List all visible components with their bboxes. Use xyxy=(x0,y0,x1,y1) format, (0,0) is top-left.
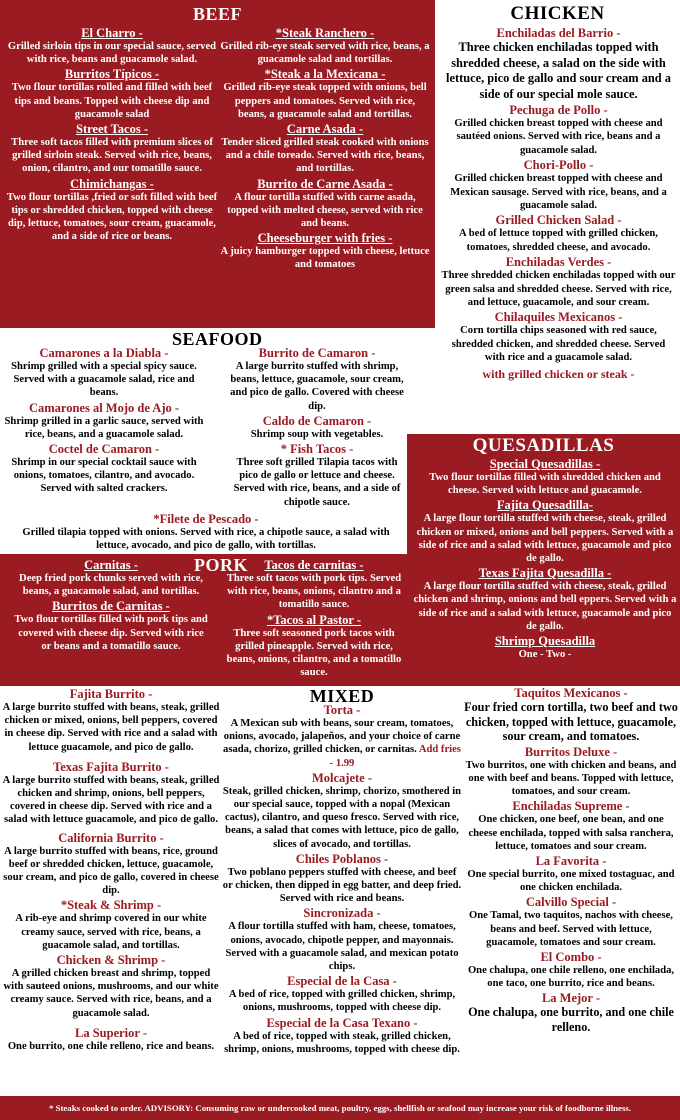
menu-item xyxy=(222,613,406,680)
burritos-section xyxy=(0,686,222,1096)
item-desc: Three shredded chicken enchiladas topped with our green salsa and shredded cheese. Served with rice, and lettuce, guacamole, and sour cream. xyxy=(441,270,676,309)
item-name: Sincronizada - xyxy=(303,906,381,921)
item-desc: A large burrito stuffed with shrimp, beans, lettuce, guacamole, sour cream, and pico de gallo. Covered with cheese dip. xyxy=(230,361,404,412)
item-name: Fajita Quesadilla- xyxy=(496,498,594,513)
menu-item xyxy=(222,558,406,612)
quesadillas-title: QUESADILLAS xyxy=(472,435,615,456)
item-desc: Steak, grilled chicken, shrimp, chorizo, smothered in our special sauce, topped with a nopal (Mexican cactus), cilantro, and queso fresco. Served with rice, beans, a salad that comes with lettuce, pico de gallo, slices of avocado, and tortillas. xyxy=(222,785,462,850)
menu-item xyxy=(2,831,220,898)
menu-item xyxy=(6,67,218,121)
chicken-title: CHICKEN xyxy=(510,3,605,24)
menu-item xyxy=(6,26,218,66)
item-desc: Shrimp grilled in a garlic sauce, served with rice, beans, and a guacamole salad. xyxy=(4,415,204,440)
pork-title: PORK xyxy=(194,555,248,575)
menu-item xyxy=(220,26,430,66)
item-desc: Two burritos, one with chicken and beans, and one with beef and beans. Topped with lettuce, tomatoes, and sour cream. xyxy=(465,759,677,798)
item-name: Caldo de Camaron - xyxy=(262,413,372,428)
item-name: El Charro - xyxy=(81,26,143,40)
chicken-section xyxy=(435,0,680,434)
item-desc: Three soft grilled Tilapia tacos with pico de gallo or lettuce and cheese. Served with rice, beans, and a side of chipotle sauce. xyxy=(233,457,401,508)
item-desc: Three soft seasoned pork tacos with grilled pineapple. Served with rice, beans, onions, cilantro, and a tomatillo sauce. xyxy=(226,627,402,679)
item-name: Camarones a la Diabla - xyxy=(39,346,169,360)
item-desc: One chalupa, one chile relleno, one enchilada, one taco, one burrito, rice and beans. xyxy=(467,965,675,990)
item-desc: Shrimp soup with vegetables. xyxy=(250,428,384,440)
item-name: Burrito de Carne Asada - xyxy=(257,176,393,191)
beef-section xyxy=(0,0,435,328)
combos-section xyxy=(462,686,680,1096)
item-name: Texas Fajita Quesadilla - xyxy=(478,566,612,581)
menu-item xyxy=(464,686,678,744)
item-desc: Tender sliced grilled steak cooked with onions and a chile toreado. Served with rice, beans, and tortillas. xyxy=(221,137,429,175)
item-name: Chori-Pollo - xyxy=(523,158,594,173)
menu-item xyxy=(413,634,677,661)
chicken-note: with grilled chicken or steak - xyxy=(482,366,635,381)
item-desc: Two flour tortillas ,fried or soft filled with beef tips or shredded chicken, topped with cheese dip, lettuce, tomatoes, sour cream, guacamole, and a side of rice or beans. xyxy=(6,191,218,243)
burritos-column xyxy=(2,687,220,1054)
pork-section xyxy=(0,554,407,686)
seafood-title: SEAFOOD xyxy=(172,329,263,349)
item-desc: One burrito, one chile relleno, rice and beans. xyxy=(7,1040,215,1052)
item-name: El Combo - xyxy=(540,950,602,965)
menu-item xyxy=(413,498,677,565)
item-desc: Deep fried pork chunks served with rice, beans, a guacamole salad, and tortillas. xyxy=(19,573,203,598)
menu-item xyxy=(464,854,678,894)
item-name: Cheeseburger with fries - xyxy=(257,231,393,246)
menu-item xyxy=(228,442,406,509)
quesadillas-section xyxy=(407,434,680,686)
item-desc: Three chicken enchiladas topped with shredded cheese, a salad on the side with lettuce, pico de gallo and sour cream and a side of our special mole sauce. xyxy=(446,40,671,101)
item-name: Chicken & Shrimp - xyxy=(56,953,166,968)
menu-item xyxy=(6,122,218,176)
menu-item xyxy=(222,703,462,770)
item-desc xyxy=(222,717,462,770)
item-name: Burritos de Carnitas - xyxy=(52,599,170,614)
menu-item xyxy=(228,414,406,441)
item-name: Burritos Deluxe - xyxy=(524,744,618,759)
menu-item xyxy=(464,991,678,1034)
item-name: *Tacos al Pastor - xyxy=(266,612,362,627)
menu-item xyxy=(413,457,677,497)
menu-item xyxy=(220,177,430,231)
pork-right-column xyxy=(222,558,406,680)
item-desc: A large burrito stuffed with beans, rice, ground beef or shredded chicken, lettuce, guacamole, sour cream, and pico de gallo, covered in cheese dip. xyxy=(3,845,219,897)
item-name: *Steak a la Mexicana - xyxy=(264,67,386,82)
menu-item xyxy=(4,346,204,400)
combos-column xyxy=(464,686,678,1036)
menu-item xyxy=(4,442,204,496)
item-desc: Grilled chicken breast topped with cheese and Mexican sausage. Served with rice, beans, and a guacamole salad. xyxy=(450,173,667,212)
menu-item xyxy=(228,346,406,413)
menu-item xyxy=(222,1016,462,1056)
menu-item xyxy=(464,895,678,949)
item-name: Special Quesadillas - xyxy=(489,457,601,471)
mixed-section xyxy=(222,686,462,1096)
item-desc: Grilled rib-eye steak served with rice, beans, a guacamole salad and tortillas. xyxy=(220,41,430,66)
item-desc: Three soft tacos filled with premium slices of grilled sirloin steak. Served with rice, beans, onion, cilantro, and our tomatillo sauce. xyxy=(11,137,213,175)
menu-item xyxy=(2,898,220,952)
mixed-title: MIXED xyxy=(309,686,375,706)
beef-right-column xyxy=(220,26,430,273)
item-desc: Grilled tilapia topped with onions. Served with rice, a chipotle sauce, a salad with lettuce, avocado, and pico de gallo, with tortillas. xyxy=(22,527,390,552)
item-name: Tacos de carnitas - xyxy=(264,558,364,572)
menu-item xyxy=(464,799,678,853)
item-name: Burrito de Camaron - xyxy=(258,346,376,360)
item-name: Chiles Poblanos - xyxy=(295,851,389,866)
item-name: *Steak & Shrimp - xyxy=(60,898,162,913)
item-name: Grilled Chicken Salad - xyxy=(495,213,622,228)
item-desc: Four fried corn tortilla, two beef and two chicken, topped with lettuce, guacamole, sour cream, and tomatoes. xyxy=(464,700,678,744)
item-desc: Grilled sirloin tips in our special sauce, served with rice, beans and guacamole salad. xyxy=(7,41,217,66)
item-name: Pechuga de Pollo - xyxy=(509,103,608,117)
seafood-right-column xyxy=(228,346,406,510)
item-desc: One - Two - xyxy=(518,649,572,661)
item-desc: Two flour tortillas filled with pork tips and covered with cheese dip. Served with rice or beans and a tomatillo sauce. xyxy=(14,614,208,652)
menu-item xyxy=(441,213,676,254)
menu-item xyxy=(14,558,208,598)
item-desc: One special burrito, one mixed tostaguac, and one chicken enchilada. xyxy=(467,869,675,894)
seafood-left-column xyxy=(4,346,204,497)
item-desc: A flour tortilla stuffed with ham, cheese, tomatoes, onions, avocado, chipotle pepper, and mayonnais. Served with a guacamole salad, and mexican potato chips. xyxy=(225,921,459,973)
menu-item xyxy=(441,310,676,364)
item-desc: A bed of rice, topped with grilled chicken, shrimp, onions, mushrooms, topped with cheese dip. xyxy=(228,989,456,1014)
beef-left-column xyxy=(6,26,218,244)
menu-item xyxy=(220,122,430,176)
item-name: California Burrito - xyxy=(58,830,164,845)
item-name: Enchiladas del Barrio - xyxy=(496,26,621,40)
beef-title: BEEF xyxy=(192,4,242,24)
item-desc-text: A Mexican sub with beans, sour cream, tomatoes, onions, avocado, jalapeños, and your choice of carne asada, chorizo, grilled chicken, or carnitas. xyxy=(223,718,461,756)
item-desc: Grilled rib-eye steak topped with onions, bell peppers and tomatoes. Served with rice, beans, a guacamole salad and tortillas. xyxy=(223,82,427,120)
item-desc: Shrimp in our special cocktail sauce with onions, tomatoes, cilantro, and avocado. Served with salted crackers. xyxy=(11,457,197,495)
item-desc: A large burrito stuffed with beans, steak, grilled chicken and shrimp, onions, bell peppers, covered in cheese dip. Served with rice and a salad with lettuce guacamole, and pico de gallo. xyxy=(2,774,220,826)
item-name: Fajita Burrito - xyxy=(69,687,153,701)
item-name: Especial de la Casa - xyxy=(287,974,397,989)
menu-item xyxy=(2,1026,220,1053)
item-desc: One chicken, one beef, one bean, and one cheese enchilada, topped with salsa ranchera, lettuce, tomatoes and sour cream. xyxy=(468,814,674,852)
pork-left-column xyxy=(14,558,208,654)
menu-item xyxy=(441,158,676,212)
item-name: Taquitos Mexicanos - xyxy=(514,686,628,700)
menu-item xyxy=(4,401,204,441)
item-desc: A juicy hamburger topped with cheese, lettuce and tomatoes xyxy=(220,246,430,271)
item-name: Burritos Típicos - xyxy=(64,67,160,82)
menu-item xyxy=(2,953,220,1020)
menu-item xyxy=(441,255,676,309)
item-name: Street Tacos - xyxy=(76,122,148,137)
item-name: Carne Asada - xyxy=(286,122,364,137)
item-name: Texas Fajita Burrito - xyxy=(53,759,169,774)
menu-item xyxy=(14,599,208,653)
item-name: Chimichangas - xyxy=(70,176,154,191)
menu-item xyxy=(220,231,430,271)
item-name: Especial de la Casa Texano - xyxy=(266,1015,418,1030)
item-name: La Superior - xyxy=(75,1025,147,1040)
item-desc: Three soft tacos with pork tips. Served with rice, beans, onions, cilantro and a tomatillo sauce. xyxy=(226,573,402,611)
add-fries-note: Add fries - 1.99 xyxy=(329,744,461,769)
item-name: Coctel de Camaron - xyxy=(48,442,160,457)
item-desc: A large burrito stuffed with beans, steak, grilled chicken or mixed, onions, bell peppers, covered in cheese dip. Served with rice and a salad with lettuce guacamole, and pico de gallo. xyxy=(2,702,220,753)
item-name: Torta - xyxy=(323,703,361,717)
item-name: La Mejor - xyxy=(541,991,601,1006)
item-name: Shrimp Quesadilla xyxy=(494,634,596,649)
menu-item xyxy=(220,67,430,121)
seafood-section xyxy=(0,328,407,554)
item-name: * Fish Tacos - xyxy=(280,442,354,457)
item-name: Enchiladas Verdes - xyxy=(505,255,612,270)
item-desc: Two poblano peppers stuffed with cheese, and beef or chicken, then dipped in egg batter, and deep fried. Served with rice and beans. xyxy=(222,866,462,905)
item-name: Molcajete - xyxy=(311,770,373,785)
item-desc: One Tamal, two taquitos, nachos with cheese, beans and beef. Served with lettuce, guacamole, tomatoes and sour cream. xyxy=(469,910,673,948)
menu-item xyxy=(464,745,678,799)
item-name: La Favorita - xyxy=(535,854,607,868)
quesadillas-column xyxy=(413,457,677,662)
item-name: *Filete de Pescado - xyxy=(153,512,259,526)
item-desc: A grilled chicken breast and shrimp, topped with sauteed onions, mushrooms, and our white creamy sauce. Served with rice, beans, and a guacamole salad. xyxy=(3,968,219,1019)
item-desc: A bed of lettuce topped with grilled chicken, tomatoes, shredded cheese, and avocado. xyxy=(459,228,658,253)
item-name: Camarones al Mojo de Ajo - xyxy=(28,400,180,415)
menu-item xyxy=(222,974,462,1014)
item-desc: A rib-eye and shrimp covered in our white creamy sauce, served with rice, beans, a guacamole salad, and tortillas. xyxy=(15,913,207,951)
menu-item xyxy=(2,687,220,754)
item-name: *Steak Ranchero - xyxy=(275,26,375,40)
item-desc: Two flour tortillas filled with shredded chicken and cheese. Served with lettuce and guacamole. xyxy=(429,472,661,497)
menu-item xyxy=(441,26,676,102)
item-desc: One chalupa, one burrito, and one chile relleno. xyxy=(468,1005,674,1035)
chicken-column xyxy=(441,26,676,382)
menu-item xyxy=(2,760,220,827)
item-desc: Two flour tortillas rolled and filled with beef tips and beans. Topped with cheese dip and guacamole salad xyxy=(11,82,213,120)
item-desc: Corn tortilla chips seasoned with red sauce, shredded chicken, and shredded cheese. Served with rice and a guacamole salad. xyxy=(451,325,666,364)
menu-item xyxy=(464,950,678,990)
menu-item xyxy=(441,103,676,157)
item-name: Calvillo Special - xyxy=(525,895,617,910)
item-name: Enchiladas Supreme - xyxy=(512,799,630,814)
item-desc: A flour tortilla stuffed with carne asada, topped with melted cheese, served with rice and beans. xyxy=(227,191,423,230)
menu-item xyxy=(222,852,462,906)
advisory-footer: * Steaks cooked to order. ADVISORY: Consuming raw or undercooked meat, poultry, eggs, shellfish or seafood may increase your risk of foodborne illness. xyxy=(0,1096,680,1120)
item-desc: Shrimp grilled with a special spicy sauce. Served with a guacamole salad, rice and beans. xyxy=(11,361,197,399)
item-desc: Grilled chicken breast topped with cheese and sautéed onions. Served with rice, beans and a guacamole salad. xyxy=(454,118,663,156)
item-desc: A bed of rice, topped with steak, grilled chicken, shrimp, onions, mushrooms, topped with cheese dip. xyxy=(224,1030,460,1055)
menu-item xyxy=(6,177,218,244)
item-name: Carnitas - xyxy=(84,558,138,572)
item-desc: A large flour tortilla stuffed with cheese, steak, grilled chicken and shrimp, onions and bell eppers. Served with a side of rice and a salad with lettuce, guacamole and pico de gallo. xyxy=(413,581,677,632)
menu-item xyxy=(413,566,677,633)
item-desc: A large flour tortilla stuffed with cheese, steak, grilled chicken or mixed, onions and bell peppers. Served with a side of rice and a salad with lettuce, guacamole and pico de gallo. xyxy=(416,513,674,565)
menu-item xyxy=(222,906,462,973)
menu-item xyxy=(222,771,462,851)
mixed-column xyxy=(222,703,462,1057)
item-name: Chilaquiles Mexicanos - xyxy=(494,310,623,325)
seafood-bottom-item xyxy=(10,512,402,552)
